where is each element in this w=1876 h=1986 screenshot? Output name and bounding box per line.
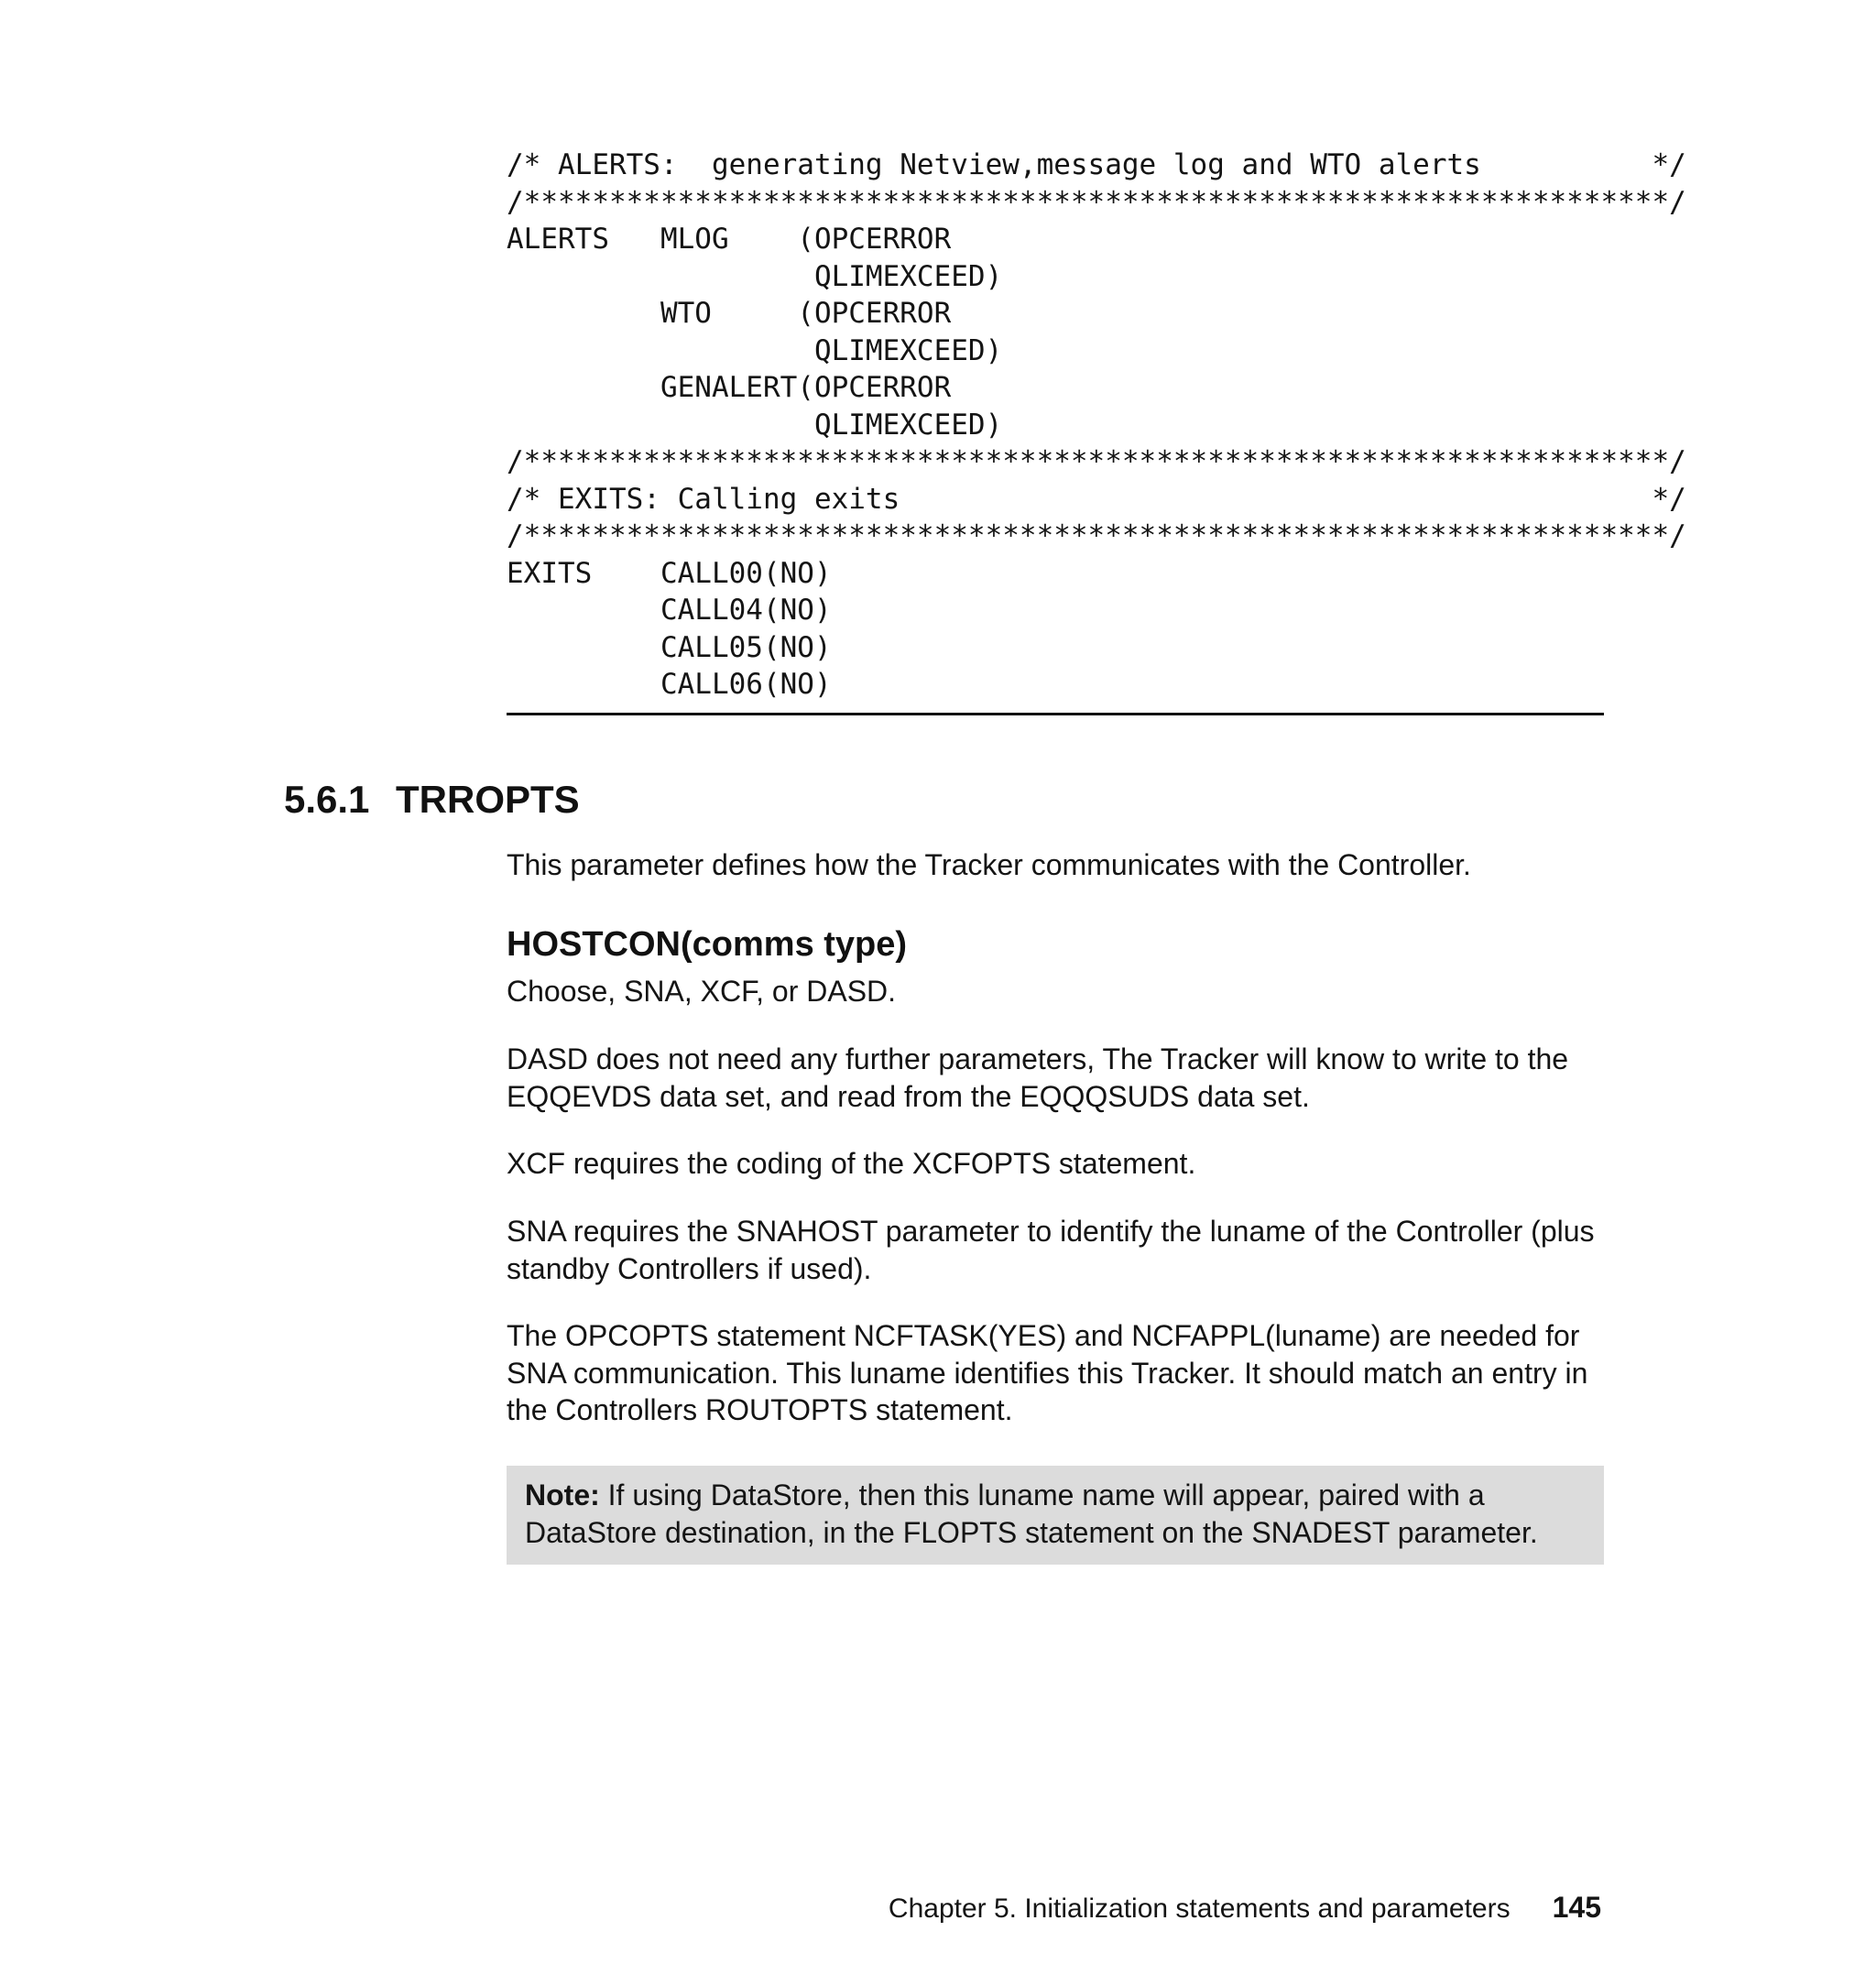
paragraph-xcf: XCF requires the coding of the XCFOPTS statement. — [507, 1147, 1196, 1180]
paragraph-sna: SNA requires the SNAHOST parameter to identify the luname of the Controller (plus standby Controllers if used). — [507, 1215, 1595, 1285]
subsection-heading: HOSTCON(comms type) — [507, 925, 908, 964]
section-title: TRROPTS — [396, 778, 580, 821]
code-line: ALERTS MLOG (OPCERROR — [507, 223, 952, 256]
paragraph-dasd: DASD does not need any further parameters, The Tracker will know to write to the EQQEVDS data set, and read from the EQQQSUDS data set. — [507, 1042, 1569, 1113]
code-line: GENALERT(OPCERROR — [507, 371, 952, 404]
code-line: /*******************************************************************/ — [507, 445, 1686, 478]
paragraph-choose: Choose, SNA, XCF, or DASD. — [507, 975, 897, 1008]
note-body: If using DataStore, then this luname name will appear, paired with a DataStore destination, in the FLOPTS statement on the SNADEST parameter. — [525, 1479, 1538, 1549]
code-line: CALL06(NO) — [507, 668, 832, 701]
note-box — [507, 1466, 1604, 1565]
code-line: EXITS CALL00(NO) — [507, 556, 832, 590]
code-line: QLIMEXCEED) — [507, 333, 1003, 367]
code-line: /* EXITS: Calling exits */ — [507, 482, 1686, 516]
page-footer — [889, 1889, 1601, 1927]
page-number: 145 — [1552, 1891, 1601, 1924]
code-bottom-rule — [507, 713, 1604, 715]
code-line: WTO (OPCERROR — [507, 297, 952, 330]
section-heading — [284, 777, 580, 823]
code-line: CALL05(NO) — [507, 630, 832, 664]
footer-chapter: Chapter 5. Initialization statements and parameters — [888, 1893, 1511, 1924]
paragraph-opcopts: The OPCOPTS statement NCFTASK(YES) and NCFAPPL(luname) are needed for SNA communication. This luname identifies this Tracker. It should match an entry in the Controllers ROUTOPTS statement. — [507, 1319, 1588, 1426]
code-line: QLIMEXCEED) — [507, 408, 1003, 442]
note-text — [525, 1477, 1597, 1551]
section-number: 5.6.1 — [284, 778, 370, 821]
code-line: /* ALERTS: generating Netview,message log and WTO alerts */ — [507, 148, 1686, 181]
code-listing — [507, 147, 1686, 704]
code-line: CALL04(NO) — [507, 594, 832, 627]
section-intro: This parameter defines how the Tracker communicates with the Controller. — [507, 848, 1471, 881]
code-line: /*******************************************************************/ — [507, 519, 1686, 552]
code-line: /*******************************************************************/ — [507, 185, 1686, 219]
note-label: Note: — [525, 1479, 600, 1511]
code-line: QLIMEXCEED) — [507, 259, 1003, 293]
